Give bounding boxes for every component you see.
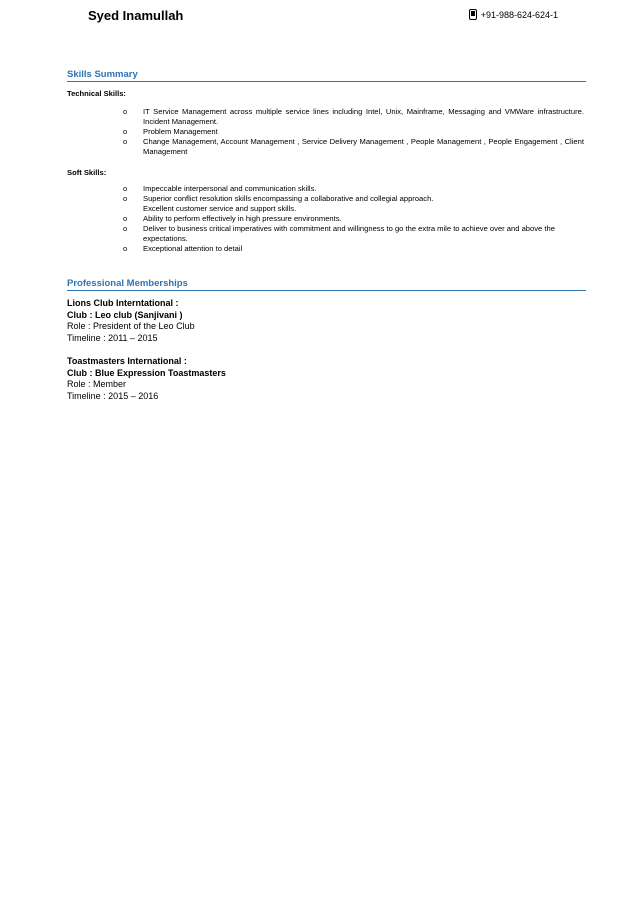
list-item: o Change Management, Account Management , Service Delivery Management , People Management , People Engagement , Client Management [123, 137, 584, 156]
skills-summary-title: Skills Summary [67, 69, 586, 82]
skills-summary-section [67, 69, 586, 157]
list-item: o Ability to perform effectively in high pressure environments. [123, 214, 342, 223]
mobile-phone-icon [469, 9, 477, 20]
membership-role: Role : Member [67, 379, 127, 389]
membership-club: Club : Leo club (Sanjivani ) [67, 309, 183, 320]
bullet-icon: o [123, 184, 128, 193]
membership-role: Role : President of the Leo Club [67, 321, 195, 331]
bullet-icon: o [123, 214, 128, 223]
memberships-title: Professional Memberships [67, 278, 586, 291]
bullet-icon: o [123, 127, 128, 136]
technical-skills-list [67, 107, 586, 157]
bullet-icon: o [123, 224, 128, 233]
resume-name: Syed Inamullah [88, 8, 184, 23]
membership-timeline: Timeline : 2015 – 2016 [67, 390, 159, 401]
membership-org: Lions Club Interntational : [67, 298, 179, 308]
soft-skills-section [67, 168, 586, 254]
list-item: o Exceptional attention to detail [123, 244, 243, 253]
list-item: o Impeccable interpersonal and communication skills. [123, 184, 317, 193]
memberships-section [67, 278, 586, 402]
list-item: o Problem Management [123, 127, 218, 136]
phone-number: +91-988-624-624-1 [480, 9, 558, 20]
bullet-icon: o [123, 107, 128, 116]
technical-skills-heading: Technical Skills: [67, 89, 126, 98]
bullet-icon: o [123, 137, 128, 146]
contact-phone [469, 9, 558, 20]
membership-entry [67, 298, 586, 344]
list-item: o Deliver to business critical imperatives with commitment and willingness to go the extra mile to achieve over and above the expectations. [123, 224, 555, 243]
bullet-icon: o [123, 194, 128, 203]
list-item: o IT Service Management across multiple service lines including Intel, Unix, Mainframe, Messaging and VMWare infrastructure. Incident Management. [123, 107, 584, 126]
membership-org: Toastmasters International : [67, 356, 187, 366]
membership-entry [67, 356, 586, 402]
bullet-icon: o [123, 244, 128, 253]
membership-club: Club : Blue Expression Toastmasters [67, 367, 226, 378]
membership-timeline: Timeline : 2011 – 2015 [67, 332, 158, 343]
soft-skills-heading: Soft Skills: [67, 168, 107, 177]
soft-skills-list [67, 184, 586, 254]
list-item: o Superior conflict resolution skills encompassing a collaborative and collegial approach. Excellent customer service and support skills. [123, 194, 434, 213]
